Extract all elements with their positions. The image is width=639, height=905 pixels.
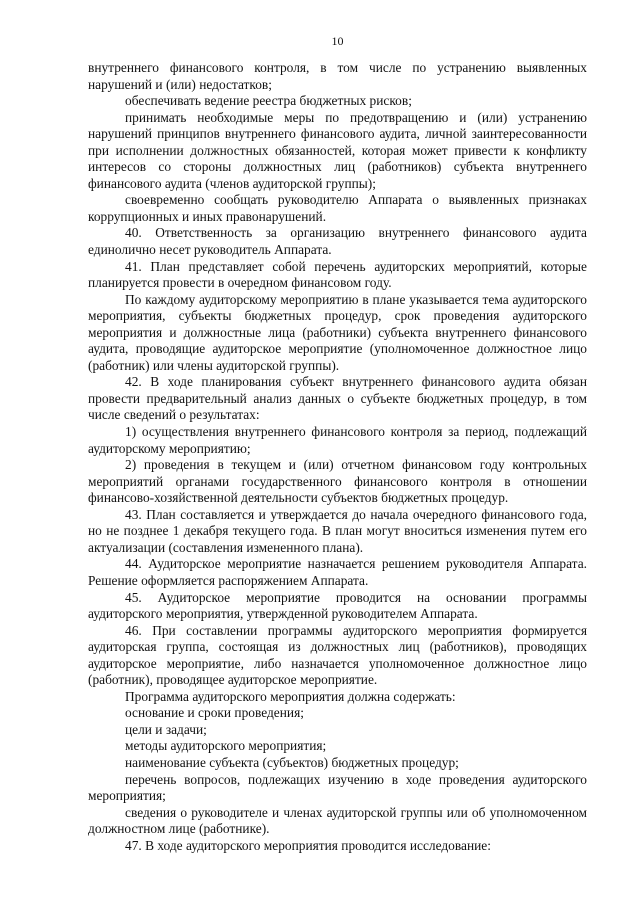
clause-40: 40. Ответственность за организацию внутреннего финансового аудита единолично несет руководитель Аппарата. xyxy=(88,225,587,258)
program-item-questions: перечень вопросов, подлежащих изучению в ходе проведения аудиторского мероприятия; xyxy=(88,771,587,804)
paragraph-risk-registry: обеспечивать ведение реестра бюджетных рисков; xyxy=(125,93,412,109)
clause-42-item-1: 1) осуществления внутреннего финансового контроля за период, подлежащий аудиторскому мероприятию; xyxy=(88,424,587,456)
paragraph-plan-contents: По каждому аудиторскому мероприятию в плане указывается тема аудиторского мероприятия, субъекты бюджетных процедур, срок проведения аудиторского мероприятия и должностные лица (работники) субъекта внутреннего финансового аудита, проводящие аудиторское мероприятие (уполномоченное должностное лицо (работник) или члены аудиторской группы). xyxy=(88,291,587,373)
clause-42-item-2: 2) проведения в текущем и (или) отчетном финансовом году контрольных мероприятий органами государственного финансового контроля в отношении финансово-хозяйственной деятельности субъектов бюджетных процедур. xyxy=(88,457,587,506)
clause-47: 47. В ходе аудиторского мероприятия проводится исследование: xyxy=(125,837,491,853)
clause-42: 42. В ходе планирования субъект внутреннего финансового аудита обязан провести предварительный анализ данных о субъекте бюджетных процедур, в том числе сведений о результатах: xyxy=(88,374,587,423)
page-number: 10 xyxy=(331,34,344,48)
paragraph-continuation: внутреннего финансового контроля, в том числе по устранению выявленных нарушений и (или) недостатков; xyxy=(88,60,587,92)
program-item-goals: цели и задачи; xyxy=(125,721,207,737)
clause-43: 43. План составляется и утверждается до начала очередного финансового года, но не позднее 1 декабря текущего года. В план могут вноситься изменения путем его актуализации (составления измененного плана). xyxy=(88,506,587,555)
clause-45: 45. Аудиторское мероприятие проводится на основании программы аудиторского мероприятия, утвержденной руководителем Аппарата. xyxy=(88,589,587,622)
clause-41: 41. План представляет собой перечень аудиторских мероприятий, которые планируется провести в очередном финансовом году. xyxy=(88,258,587,291)
clause-46: 46. При составлении программы аудиторского мероприятия формируется аудиторская группа, состоящая из должностных лиц (работников), проводящих аудиторское мероприятие, либо назначается уполномоченное должностное лицо (работник), проводящее аудиторское мероприятие. xyxy=(88,622,587,688)
paragraph-prevention-measures: принимать необходимые меры по предотвращению и (или) устранению нарушений принципов внутреннего финансового аудита, личной заинтересованности при исполнении должностных обязанностей, которая может привести к конфликту интересов со стороны должностных лиц (работников) субъекта внутреннего финансового аудита (членов аудиторской группы); xyxy=(88,109,587,191)
clause-44: 44. Аудиторское мероприятие назначается решением руководителя Аппарата. Решение оформляется распоряжением Аппарата. xyxy=(88,556,587,588)
program-item-group-info: сведения о руководителе и членах аудиторской группы или об уполномоченном должностном лице (работнике). xyxy=(88,804,587,837)
program-item-methods: методы аудиторского мероприятия; xyxy=(125,738,327,754)
program-item-subjects: наименование субъекта (субъектов) бюджетных процедур; xyxy=(125,754,459,770)
document-page xyxy=(88,34,587,854)
paragraph-report-violations: своевременно сообщать руководителю Аппарата о выявленных признаках коррупционных и иных правонарушений. xyxy=(88,192,587,224)
program-item-basis: основание и сроки проведения; xyxy=(125,705,304,721)
program-contents-intro: Программа аудиторского мероприятия должна содержать: xyxy=(125,688,456,704)
